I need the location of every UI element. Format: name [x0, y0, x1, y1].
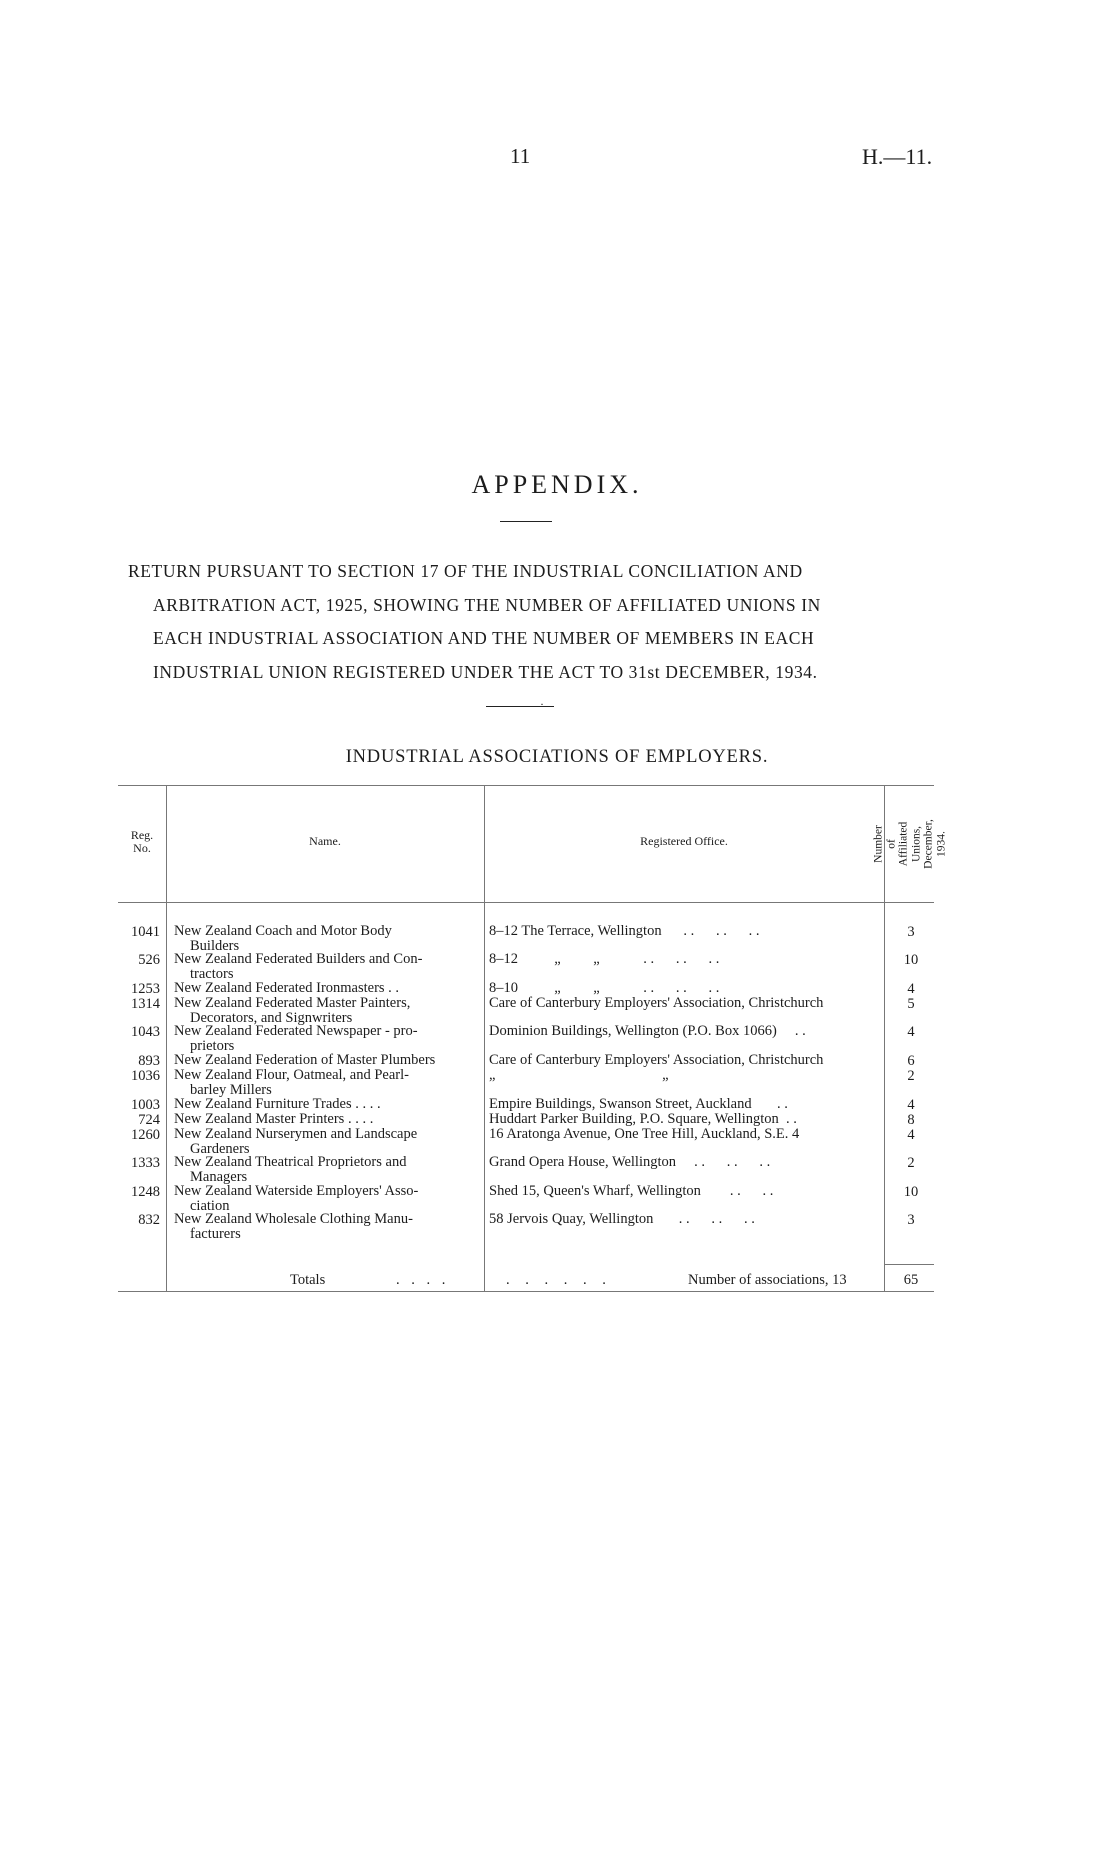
- affiliated-unions-count: 4: [907, 1127, 915, 1143]
- affiliated-unions-count: 10: [903, 1184, 919, 1200]
- reg-number: 1041: [131, 924, 160, 940]
- association-name: [174, 996, 480, 1026]
- association-name-line-1: New Zealand Federation of Master Plumbers: [174, 1052, 436, 1068]
- association-name-line-1: New Zealand Federated Ironmasters . .: [174, 980, 400, 996]
- registered-office: 16 Aratonga Avenue, One Tree Hill, Auckland, S.E. 4: [489, 1126, 800, 1142]
- registered-office: Care of Canterbury Employers' Association, Christchurch: [489, 1052, 824, 1068]
- association-name: [174, 1097, 480, 1112]
- association-name-line-1: New Zealand Coach and Motor Body: [174, 923, 392, 939]
- affiliated-unions-count: 2: [907, 1068, 915, 1084]
- section-rule-dot: ·: [540, 697, 544, 711]
- association-name-line-1: New Zealand Furniture Trades . . . .: [174, 1096, 381, 1112]
- association-name: [174, 1127, 480, 1157]
- association-name: [174, 1112, 480, 1127]
- associations-table: [118, 781, 947, 1295]
- registered-office: 8–10 „ „ . . . . . .: [489, 980, 720, 996]
- association-name-line-2: barley Millers: [190, 1082, 272, 1098]
- association-name: [174, 1024, 480, 1054]
- association-name-line-1: New Zealand Master Printers . . . .: [174, 1111, 374, 1127]
- reg-number: 893: [138, 1053, 160, 1069]
- totals-label: Totals: [290, 1272, 326, 1288]
- affiliated-unions-count: 4: [907, 1097, 915, 1113]
- association-name: [174, 1053, 480, 1068]
- association-name-line-1: New Zealand Flour, Oatmeal, and Pearl-: [174, 1067, 409, 1083]
- totals-associations-count: Number of associations, 13: [688, 1272, 847, 1288]
- association-name: [174, 981, 480, 996]
- header-number-affiliated: Number of Affiliated Unions, December, 1934.: [872, 818, 947, 869]
- affiliated-unions-count: 10: [903, 952, 919, 968]
- reg-number: 724: [138, 1112, 160, 1128]
- registered-office: Empire Buildings, Swanson Street, Auckland . .: [489, 1096, 788, 1112]
- reg-number: 1036: [131, 1068, 160, 1084]
- association-name-line-2: ciation: [190, 1198, 230, 1214]
- registered-office: Huddart Parker Building, P.O. Square, Wellington . .: [489, 1111, 797, 1127]
- affiliated-unions-count: 3: [907, 1212, 915, 1228]
- totals-leader-dots: . . . .: [396, 1272, 450, 1288]
- header-reg-no: Reg. No.: [130, 828, 154, 855]
- totals-affiliated-number: 65: [903, 1272, 919, 1288]
- appendix-title: APPENDIX.: [471, 470, 643, 499]
- return-line-3: EACH INDUSTRIAL ASSOCIATION AND THE NUMBER OF MEMBERS IN EACH: [153, 628, 815, 648]
- return-line-2: ARBITRATION ACT, 1925, SHOWING THE NUMBER OF AFFILIATED UNIONS IN: [153, 594, 821, 615]
- header-bottom-rule: [118, 902, 934, 903]
- affiliated-unions-count: 3: [907, 924, 915, 940]
- association-name-line-2: facturers: [190, 1226, 241, 1242]
- document-reference: H.—11.: [862, 144, 933, 169]
- association-name-line-2: Managers: [190, 1169, 248, 1185]
- registered-office: „ „: [489, 1067, 669, 1083]
- association-name-line-1: New Zealand Waterside Employers' Asso-: [174, 1183, 419, 1199]
- col-divider-1: [166, 785, 167, 1291]
- registered-office: Shed 15, Queen's Wharf, Wellington . . . .: [489, 1183, 774, 1199]
- section-title: INDUSTRIAL ASSOCIATIONS OF EMPLOYERS.: [345, 747, 769, 767]
- association-name: [174, 1068, 480, 1098]
- reg-number: 1260: [131, 1127, 160, 1143]
- header-registered-office: Registered Office.: [640, 834, 728, 848]
- reg-number: 1248: [131, 1184, 160, 1200]
- affiliated-unions-count: 5: [907, 996, 915, 1012]
- reg-number: 1333: [131, 1155, 160, 1171]
- col-divider-2: [484, 785, 485, 1291]
- affiliated-unions-count: 6: [907, 1053, 915, 1069]
- association-name-line-1: New Zealand Federated Newspaper - pro-: [174, 1023, 418, 1039]
- registered-office: 58 Jervois Quay, Wellington . . . . . .: [489, 1211, 755, 1227]
- reg-number: 1314: [131, 996, 160, 1012]
- association-name-line-1: New Zealand Theatrical Proprietors and: [174, 1154, 407, 1170]
- affiliated-unions-count: 4: [907, 1024, 915, 1040]
- association-name: [174, 924, 480, 954]
- reg-number: 1253: [131, 981, 160, 997]
- page-number: 11: [510, 144, 531, 168]
- affiliated-unions-count: 4: [907, 981, 915, 997]
- totals-office-dots: . . . . . .: [506, 1272, 612, 1288]
- association-name: [174, 952, 480, 982]
- reg-number: 832: [138, 1212, 160, 1228]
- reg-number: 526: [138, 952, 160, 968]
- title-rule: [500, 521, 552, 522]
- association-name-line-1: New Zealand Wholesale Clothing Manu-: [174, 1211, 413, 1227]
- association-name: [174, 1184, 480, 1214]
- return-heading: [128, 555, 968, 689]
- registered-office: 8–12 „ „ . . . . . .: [489, 951, 720, 967]
- return-line-1: RETURN PURSUANT TO SECTION 17 OF THE INDUSTRIAL CONCILIATION AND: [128, 561, 803, 581]
- association-name-line-2: Decorators, and Signwriters: [190, 1010, 353, 1026]
- association-name-line-1: New Zealand Nurserymen and Landscape: [174, 1126, 418, 1142]
- registered-office: 8–12 The Terrace, Wellington . . . . . .: [489, 923, 760, 939]
- association-name-line-2: Gardeners: [190, 1141, 250, 1157]
- registered-office: Dominion Buildings, Wellington (P.O. Box 1066) . .: [489, 1023, 806, 1039]
- registered-office: Care of Canterbury Employers' Association, Christchurch: [489, 995, 824, 1011]
- return-line-4: INDUSTRIAL UNION REGISTERED UNDER THE ACT TO 31st DECEMBER, 1934.: [153, 661, 818, 682]
- affiliated-unions-count: 2: [907, 1155, 915, 1171]
- header-name: Name.: [309, 834, 341, 848]
- affiliated-unions-count: 8: [907, 1112, 915, 1128]
- association-name-line-1: New Zealand Federated Builders and Con-: [174, 951, 423, 967]
- association-name-line-1: New Zealand Federated Master Painters,: [174, 995, 411, 1011]
- reg-number: 1043: [131, 1024, 160, 1040]
- association-name-line-2: Builders: [190, 938, 240, 954]
- reg-number: 1003: [131, 1097, 160, 1113]
- table-bottom-rule: [118, 1291, 934, 1292]
- association-name: [174, 1212, 480, 1242]
- association-name-line-2: tractors: [190, 966, 234, 982]
- association-name: [174, 1155, 480, 1185]
- association-name-line-2: prietors: [190, 1038, 235, 1054]
- totals-rule: [884, 1264, 934, 1265]
- table-top-rule: [118, 785, 934, 786]
- registered-office: Grand Opera House, Wellington . . . . . .: [489, 1154, 771, 1170]
